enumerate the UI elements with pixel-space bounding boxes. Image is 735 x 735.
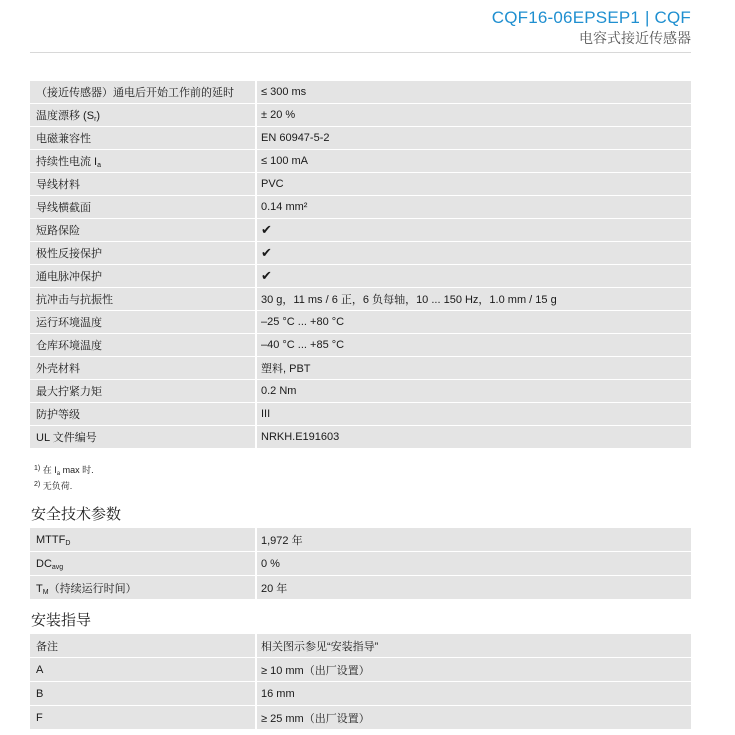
table-row [30,682,691,706]
row-value: 0.14 mm² [256,196,691,219]
row-label: 防护等级 [30,403,256,426]
check-icon: ✔ [256,219,691,242]
install-table [30,634,691,730]
row-value: ± 20 % [256,104,691,127]
table-row [30,127,691,150]
table-row [30,265,691,288]
row-label: 通电脉冲保护 [30,265,256,288]
row-label: UL 文件编号 [30,426,256,449]
table-row [30,426,691,449]
row-label: $DC_{avg}$ [30,552,256,576]
product-subtitle: 电容式接近传感器 [579,30,691,46]
table-row [30,634,691,658]
row-label: 短路保险 [30,219,256,242]
check-icon: ✔ [256,265,691,288]
row-value: 30 g，11 ms / 6 正，6 负每轴，10 ... 150 Hz，1.0 mm / 15 g [256,288,691,311]
row-value: 0.2 Nm [256,380,691,403]
row-value: ≤ 100 mA [256,150,691,173]
safety-section-title: 安全技术参数 [31,506,122,523]
row-label: 仓库环境温度 [30,334,256,357]
row-label: 极性反接保护 [30,242,256,265]
table-row [30,334,691,357]
row-label: 备注 [30,634,256,658]
table-row [30,552,691,576]
row-value: ≥ 25 mm（出厂设置） [256,706,691,730]
check-icon: ✔ [256,242,691,265]
row-value: 相关图示参见“安装指导” [256,634,691,658]
row-label: 最大拧紧力矩 [30,380,256,403]
table-row [30,104,691,127]
row-label: 温度漂移 $(S_r)$ [30,104,256,127]
row-value: 16 mm [256,682,691,706]
row-value: EN 60947-5-2 [256,127,691,150]
document-header [492,8,691,47]
row-label: F [30,706,256,730]
row-label: 外壳材料 [30,357,256,380]
row-label: A [30,658,256,682]
table-row [30,242,691,265]
row-value: 塑料, PBT [256,357,691,380]
row-value: NRKH.E191603 [256,426,691,449]
row-label: $T_M$（持续运行时间） [30,576,256,600]
table-row [30,288,691,311]
footnotes [34,462,94,494]
row-value: 1,972 年 [256,528,691,552]
table-row [30,658,691,682]
footnote: $^{2)}$ 无负荷. [34,481,73,491]
footnote: $^{1)}$ 在 $I_a$ max 时. [34,465,94,477]
row-label: $MTTF_D$ [30,528,256,552]
table-row [30,150,691,173]
table-row [30,706,691,730]
table-row [30,357,691,380]
table-row [30,219,691,242]
install-section-title: 安装指导 [31,612,92,629]
table-row [30,380,691,403]
row-label: B [30,682,256,706]
row-value: 0 % [256,552,691,576]
table-row [30,196,691,219]
row-value: ≤ 300 ms [256,81,691,104]
row-label: 持续性电流 $I_a$ [30,150,256,173]
table-row [30,576,691,600]
row-label: 抗冲击与抗振性 [30,288,256,311]
row-value: ≥ 10 mm（出厂设置） [256,658,691,682]
table-row [30,311,691,334]
row-label: 导线材料 [30,173,256,196]
row-value: 20 年 [256,576,691,600]
row-label: （接近传感器）通电后开始工作前的延时 [30,81,256,104]
header-divider [30,52,691,53]
table-row [30,173,691,196]
row-label: 电磁兼容性 [30,127,256,150]
table-row [30,81,691,104]
row-label: 导线横截面 [30,196,256,219]
row-value: –25 °C ... +80 °C [256,311,691,334]
product-title: CQF16-06EPSEP1 | CQF [491,8,691,27]
safety-table [30,528,691,600]
row-value: III [256,403,691,426]
table-row [30,528,691,552]
table-row [30,403,691,426]
spec-table [30,81,691,449]
row-value: PVC [256,173,691,196]
row-value: –40 °C ... +85 °C [256,334,691,357]
row-label: 运行环境温度 [30,311,256,334]
